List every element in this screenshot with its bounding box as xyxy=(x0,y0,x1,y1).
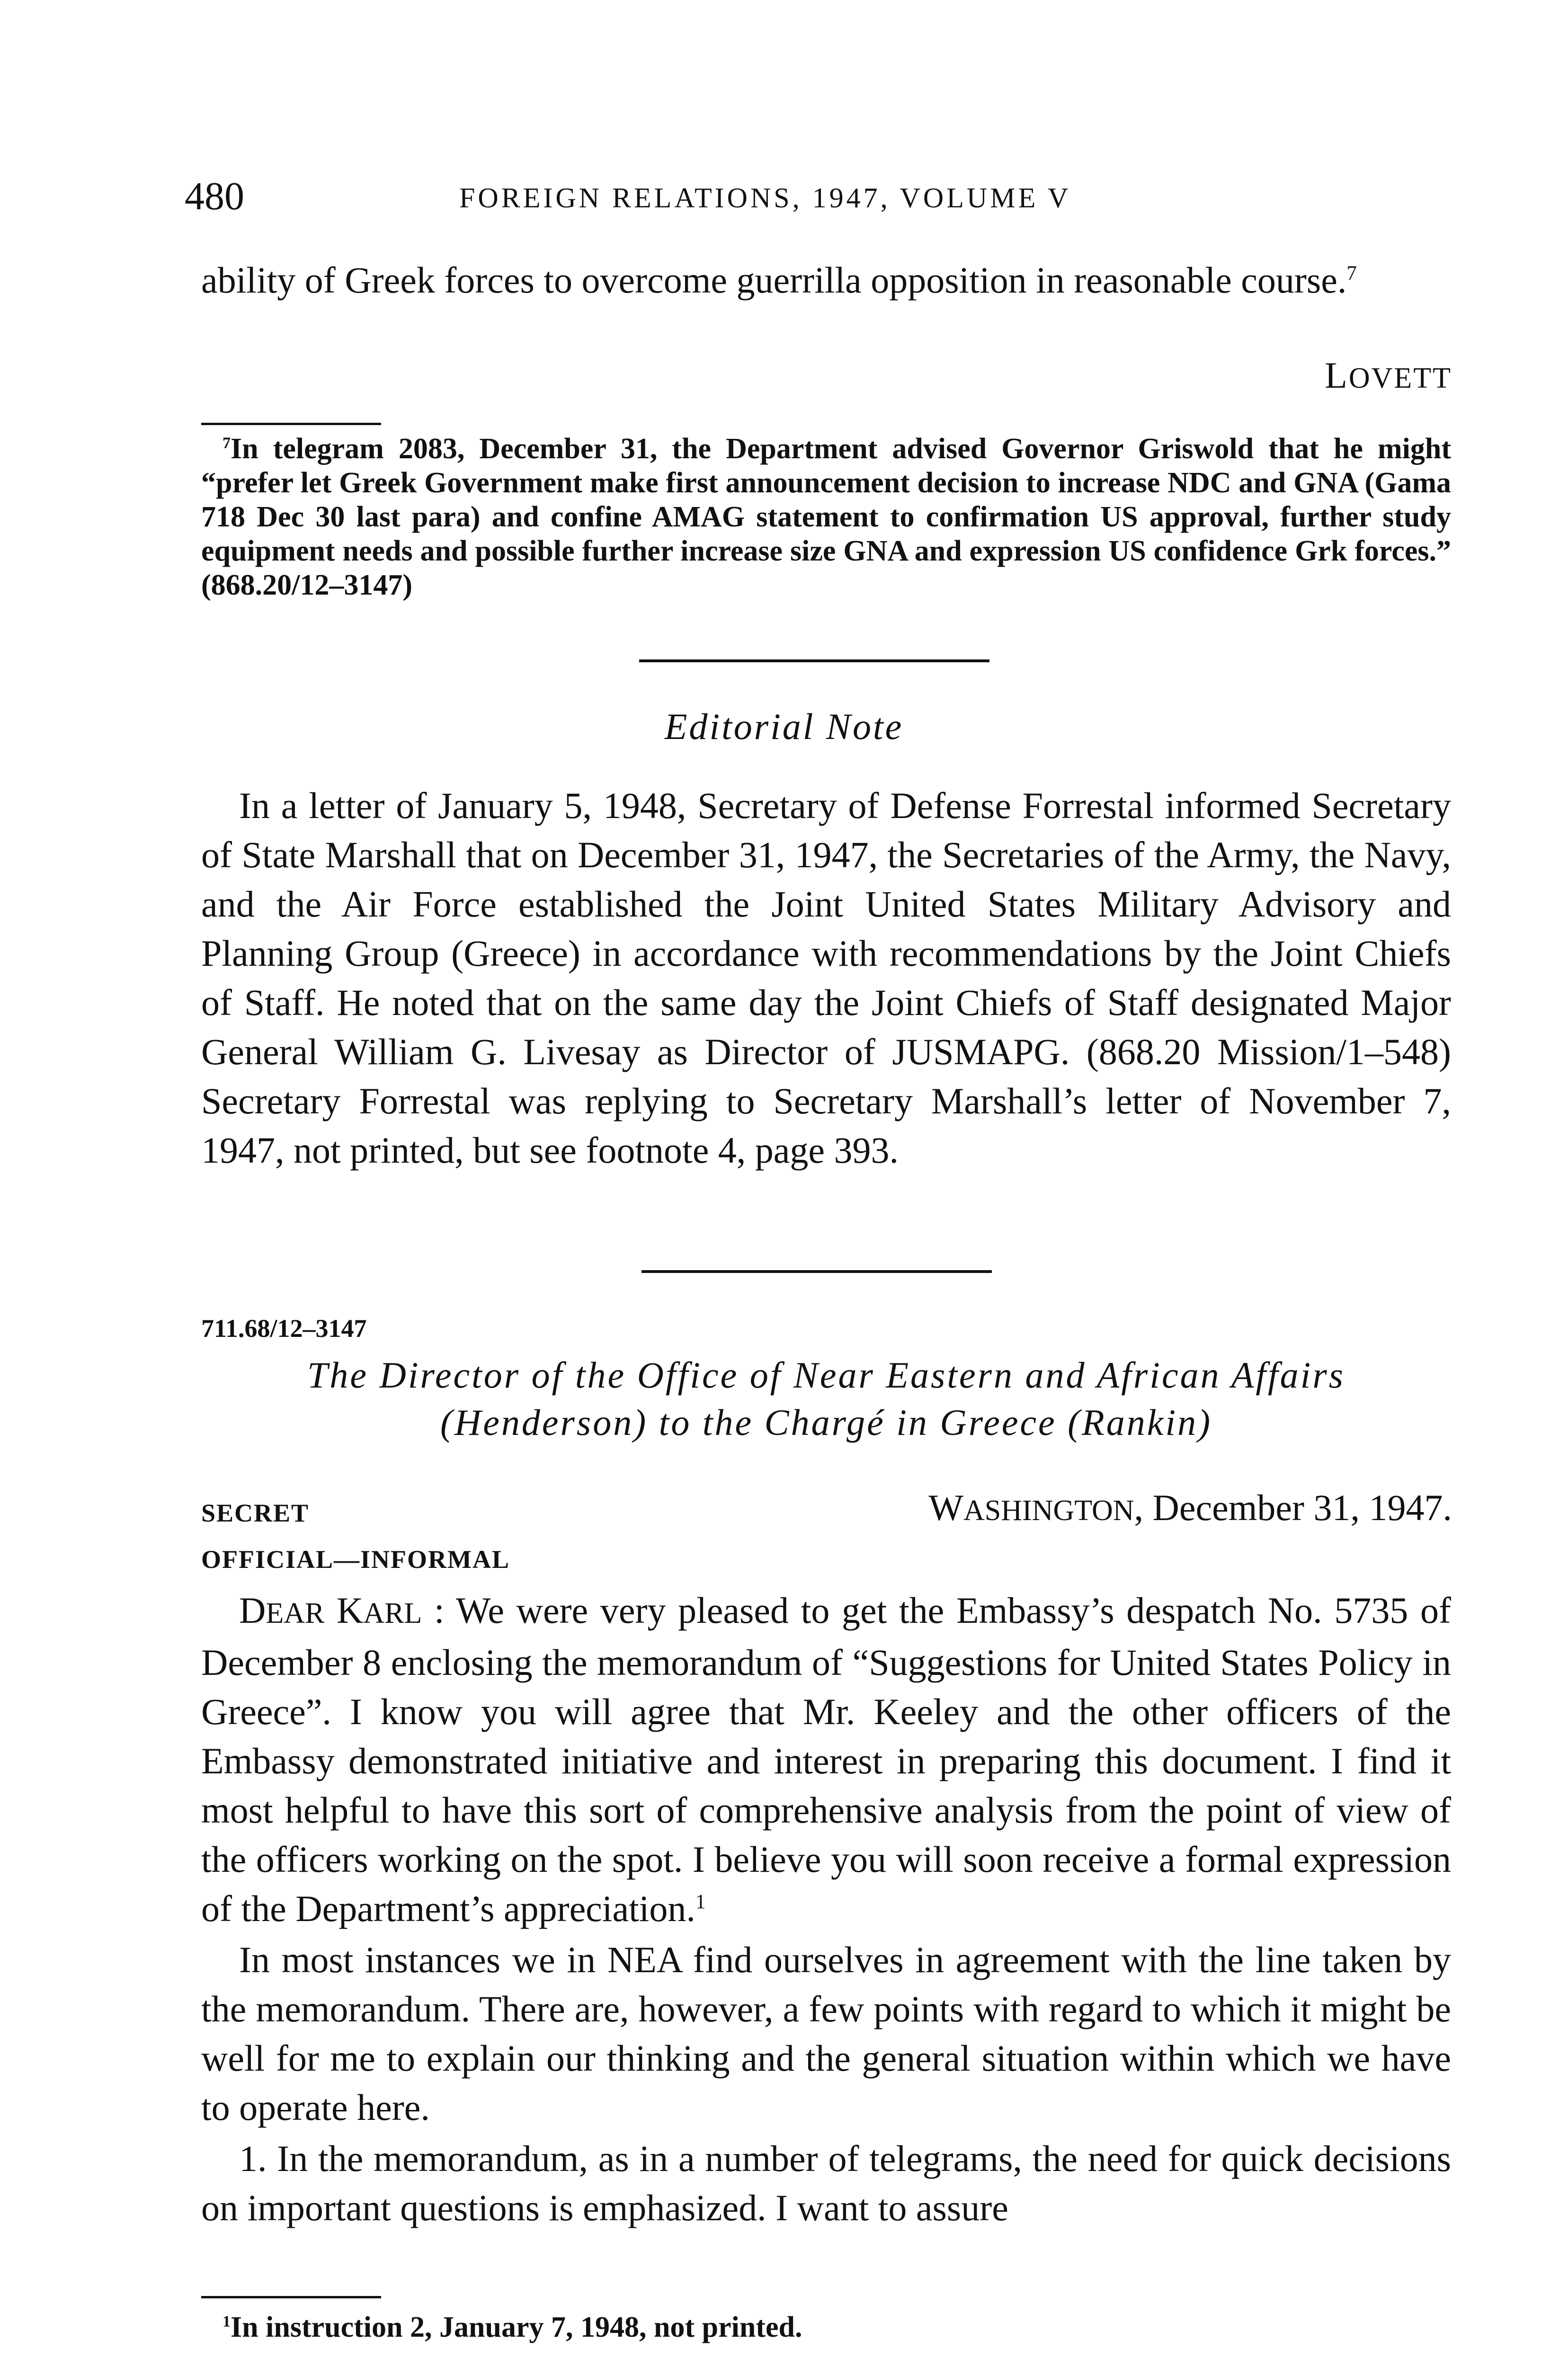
footnote-ref-7: 7 xyxy=(1346,262,1357,285)
dateline: WASHINGTON, December 31, 1947. xyxy=(928,1487,1452,1528)
classification-official: OFFICIAL—INFORMAL xyxy=(201,1545,510,1574)
intro-paragraph xyxy=(201,256,1451,305)
editorial-note-text: In a letter of January 5, 1948, Secretary of Defense Forrestal informed Secretary of State Marshall that on December 31, 1947, the Secretaries of the Army, the Navy, and the Air Force established the Joint United States Military Advisory and Planning Group (Greece) in accordance with recommendations by the Joint Chiefs of Staff. He noted that on the same day the Joint Chiefs of Staff designated Major General William G. Livesay as Director of JUSMAPG. (868.20 Mission/1–548) Secretary Forrestal was replying to Secretary Marshall’s letter of November 7, 1947, not printed, but see footnote 4, page 393. xyxy=(201,785,1451,1171)
section-divider xyxy=(641,1270,992,1273)
intro-text: ability of Greek forces to overcome guerrilla opposition in reasonable course. xyxy=(201,259,1347,301)
section-divider xyxy=(639,659,989,662)
salutation: DEAR KARL : xyxy=(239,1590,445,1631)
editorial-note-title: Editorial Note xyxy=(664,706,904,747)
footnote-1 xyxy=(201,2310,1451,2344)
page-header xyxy=(185,173,1453,225)
signature-lovett: LOVETT xyxy=(1325,355,1452,396)
letter-paragraph-1: DEAR KARL : We were very pleased to get the Embassy’s despatch No. 5735 of December 8 enclosing the memorandum of “Suggestions for United States Policy in Greece”. I know you will agree that Mr. Keeley and the other officers of the Embassy demonstrated initiative and interest in preparing this document. I find it most helpful to have this sort of comprehensive analysis from the point of view of the officers working on the spot. I believe you will soon receive a formal expression of the Department’s appreciation.$^1$ xyxy=(201,1590,1451,1929)
document-title-line-2: (Henderson) to the Chargé in Greece (Rankin) xyxy=(440,1402,1212,1443)
editorial-note-body xyxy=(201,781,1451,1175)
footnote-7-mark: 7 xyxy=(223,434,231,452)
letter-paragraph-2: In most instances we in NEA find ourselves in agreement with the line taken by the memorandum. There are, however, a few points with regard to which it might be well for me to explain our thinking and the general situation within which we have to operate here. xyxy=(201,1939,1451,2128)
classification-secret: SECRET xyxy=(201,1499,310,1527)
footnote-1-text: In instruction 2, January 7, 1948, not printed. xyxy=(231,2311,802,2343)
footnote-7-text: In telegram 2083, December 31, the Department advised Governor Griswold that he might “prefer let Greek Government make first announcement decision to increase NDC and GNA (Gama 718 Dec 30 last para) and confine AMAG statement to confirmation US approval, further study equipment needs and possible further increase size GNA and expression US confidence Grk forces.” (868.20/12–3147) xyxy=(201,433,1451,601)
running-head: FOREIGN RELATIONS, 1947, VOLUME V xyxy=(459,182,1071,214)
document-title xyxy=(201,1352,1451,1446)
footnote-ref-1: 1 xyxy=(695,1891,706,1913)
file-number: 711.68/12–3147 xyxy=(201,1314,367,1343)
page-number: 480 xyxy=(185,174,244,218)
footnote-7 xyxy=(201,432,1451,602)
footnote-1-mark: 1 xyxy=(223,2313,231,2331)
letter-paragraph-3: 1. In the memorandum, as in a number of telegrams, the need for quick decisions on important questions is emphasized. I want to assure xyxy=(201,2138,1451,2228)
letter-body xyxy=(201,1586,1451,2233)
document-title-line-1: The Director of the Office of Near Eastern and African Affairs xyxy=(307,1354,1345,1396)
footnote-separator xyxy=(201,423,381,425)
footnote-separator xyxy=(201,2296,381,2298)
